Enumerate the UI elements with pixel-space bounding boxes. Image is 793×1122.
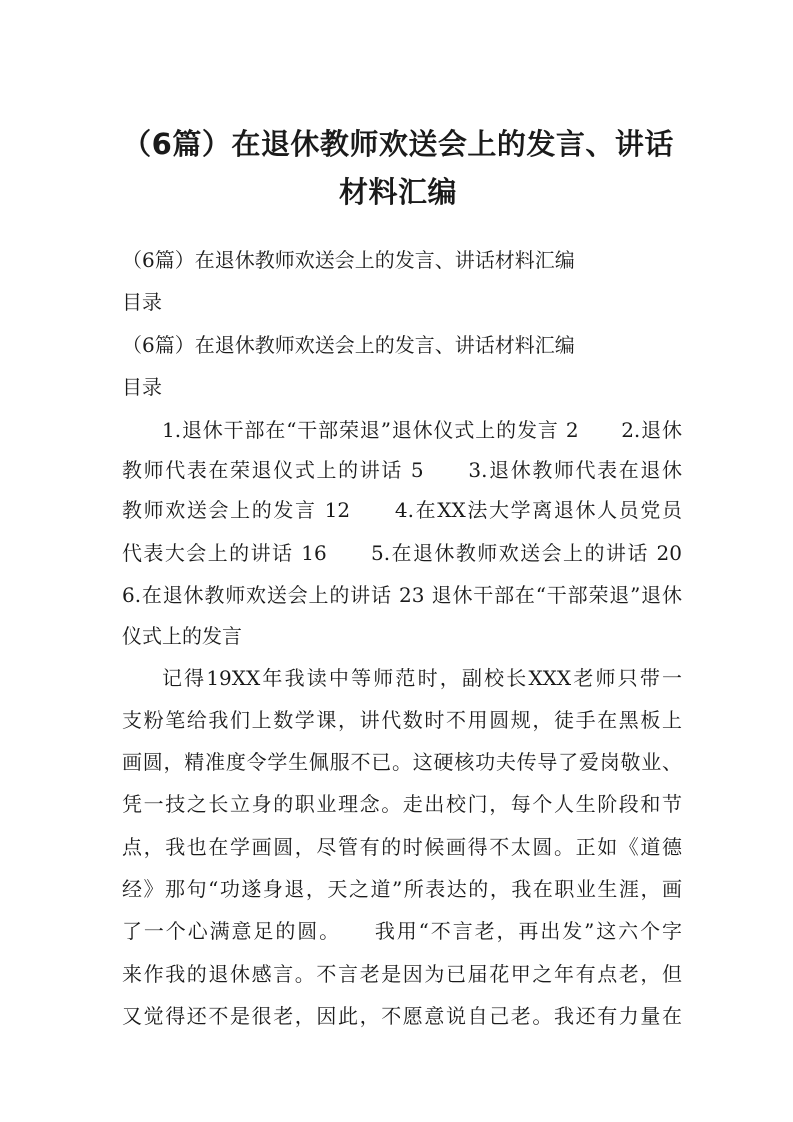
body-line-9: 又觉得还不是很老，因此，不愿意说自己老。我还有力量在: [122, 1004, 682, 1028]
body-line-5: 点，我也在学画圆，尽管有的时候画得不太圆。正如《道德: [122, 835, 682, 859]
toc-line-2: 教师代表在荣退仪式上的讲话 5 3.退休教师代表在退休: [122, 458, 682, 482]
toc-line-1: 1.退休干部在“干部荣退”退休仪式上的发言 2 2.退休: [162, 418, 682, 442]
body-line-2: 支粉笔给我们上数学课，讲代数时不用圆规，徒手在黑板上: [122, 708, 682, 732]
document-title-line-2: 材料汇编: [338, 175, 457, 209]
toc-line-6: 仪式上的发言: [122, 624, 242, 648]
body-line-7: 了一个心满意足的圆。 我用“不言老，再出发”这六个字: [122, 919, 682, 943]
header-line-1: （6篇）在退休教师欢送会上的发言、讲话材料汇编: [122, 248, 575, 272]
body-line-4: 凭一技之长立身的职业理念。走出校门，每个人生阶段和节: [122, 792, 682, 816]
toc-line-3: 教师欢送会上的发言 12 4.在XX法大学离退休人员党员: [122, 498, 682, 522]
toc-heading-1: 目录: [122, 290, 162, 314]
document-title-line-1: （6篇）在退休教师欢送会上的发言、讲话: [122, 127, 674, 161]
toc-line-4: 代表大会上的讲话 16 5.在退休教师欢送会上的讲话 20: [122, 541, 682, 565]
toc-line-5: 6.在退休教师欢送会上的讲话 23 退休干部在“干部荣退”退休: [122, 583, 682, 607]
header-line-2: （6篇）在退休教师欢送会上的发言、讲话材料汇编: [122, 333, 575, 357]
body-line-6: 经》那句“功遂身退，天之道”所表达的，我在职业生涯，画: [122, 877, 682, 901]
body-line-1: 记得19XX年我读中等师范时，副校长XXX老师只带一: [162, 666, 682, 690]
body-line-8: 来作我的退休感言。不言老是因为已届花甲之年有点老，但: [122, 962, 682, 986]
body-line-3: 画圆，精准度令学生佩服不已。这硬核功夫传导了爱岗敬业、: [122, 750, 682, 774]
toc-heading-2: 目录: [122, 375, 162, 399]
